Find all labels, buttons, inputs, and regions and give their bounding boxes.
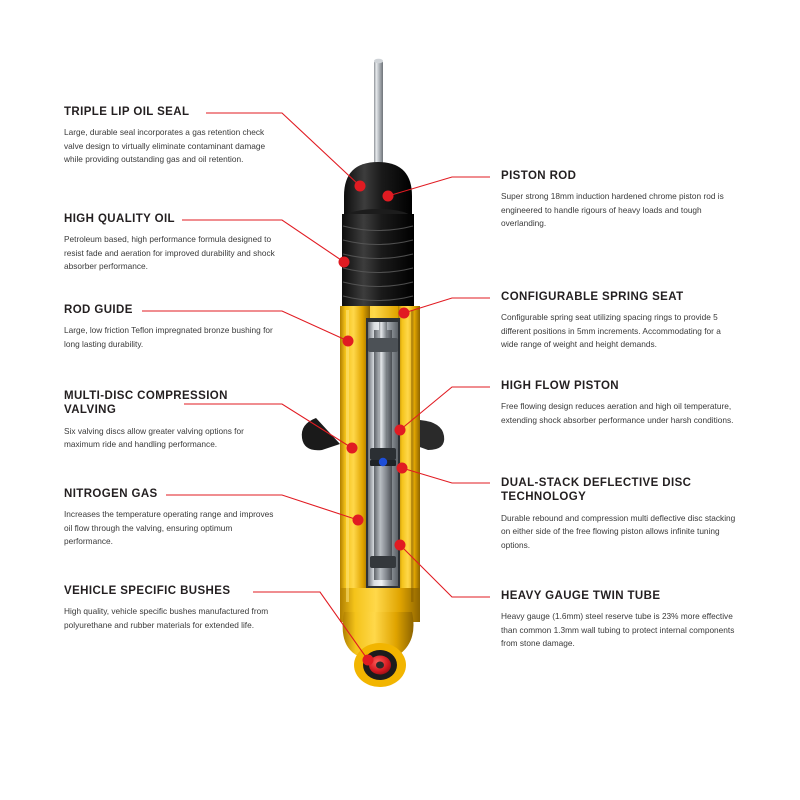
rod-guide <box>368 338 398 352</box>
callout-body: Free flowing design reduces aeration and high oil temperature, extending shock absorber performance under harsh conditions. <box>501 401 734 425</box>
callout-title: NITROGEN GAS <box>64 488 158 500</box>
callout-body: Six valving discs allow greater valving options for maximum ride and handling performance. <box>64 425 244 450</box>
callout-title: HEAVY GAUGE TWIN TUBE <box>501 590 661 602</box>
body-shadow <box>411 310 414 602</box>
callout-title: CONFIGURABLE SPRING SEAT <box>501 291 684 303</box>
rod-tip <box>374 59 383 64</box>
dust-boot-bellows <box>342 214 414 310</box>
callout-body: Petroleum based, high performance formula designed to resist fade and aeration for improved durability and shock absorber performance. <box>64 234 275 272</box>
callout-body: Heavy gauge (1.6mm) steel reserve tube is 23% more effective than common 1.3mm wall tubing to protect internal components from stone damage. <box>501 611 735 649</box>
outer-reserve-tube-right <box>398 306 420 606</box>
callout-title: HIGH FLOW PISTON <box>501 380 619 392</box>
callout-multi-disc-compression-valving <box>64 389 279 452</box>
callout-body: High quality, vehicle specific bushes manufactured from polyurethane and rubber materials for extended life. <box>64 606 269 630</box>
callout-title: HIGH QUALITY OIL <box>64 213 175 225</box>
callout-title: DUAL-STACK DEFLECTIVE DISC TECHNOLOGY <box>501 477 692 504</box>
callout-body: Configurable spring seat utilizing spacing rings to provide 5 different positions in 5mm increments. Accommodating for a wide range of weight and height demands. <box>501 312 721 350</box>
valving-indicator <box>379 458 387 466</box>
body-highlight <box>346 310 349 602</box>
callout-body: Large, low friction Teflon impregnated bronze bushing for long lasting durability. <box>64 325 273 349</box>
callout-heavy-gauge-twin-tube <box>501 589 739 651</box>
callout-high-quality-oil <box>64 212 279 274</box>
callout-high-flow-piston <box>501 379 739 427</box>
bush-bore <box>376 662 384 669</box>
callout-triple-lip-oil-seal <box>64 105 279 167</box>
callout-title: TRIPLE LIP OIL SEAL <box>64 106 190 118</box>
callout-title: PISTON ROD <box>501 170 577 182</box>
callout-nitrogen-gas <box>64 487 279 549</box>
callout-title: MULTI-DISC COMPRESSION VALVING <box>64 390 228 417</box>
callout-body: Large, durable seal incorporates a gas retention check valve design to virtually eliminate contaminant damage while providing outstanding gas and oil retention. <box>64 127 266 165</box>
callout-title: VEHICLE SPECIFIC BUSHES <box>64 585 231 597</box>
callout-title: ROD GUIDE <box>64 304 133 316</box>
callout-body: Durable rebound and compression multi deflective disc stacking on either side of the free flowing piston allows infinite tuning options. <box>501 512 736 550</box>
callout-configurable-spring-seat <box>501 290 739 352</box>
callout-vehicle-specific-bushes <box>64 584 279 632</box>
spring-seat-left <box>302 418 340 450</box>
callout-rod-guide <box>64 303 279 351</box>
compression-valve <box>370 556 396 568</box>
piston-rod-shaft <box>374 60 383 172</box>
outer-reserve-tube-left <box>340 306 370 606</box>
callout-dual-stack-deflective-disc-technology <box>501 476 739 552</box>
callout-body: Increases the temperature operating range and improves oil flow through the valving, ensuring optimum performance. <box>64 509 274 547</box>
callout-piston-rod <box>501 169 739 231</box>
callout-body: Super strong 18mm induction hardened chrome piston rod is engineered to handle rigours of heavy loads and tough overlanding. <box>501 191 724 229</box>
